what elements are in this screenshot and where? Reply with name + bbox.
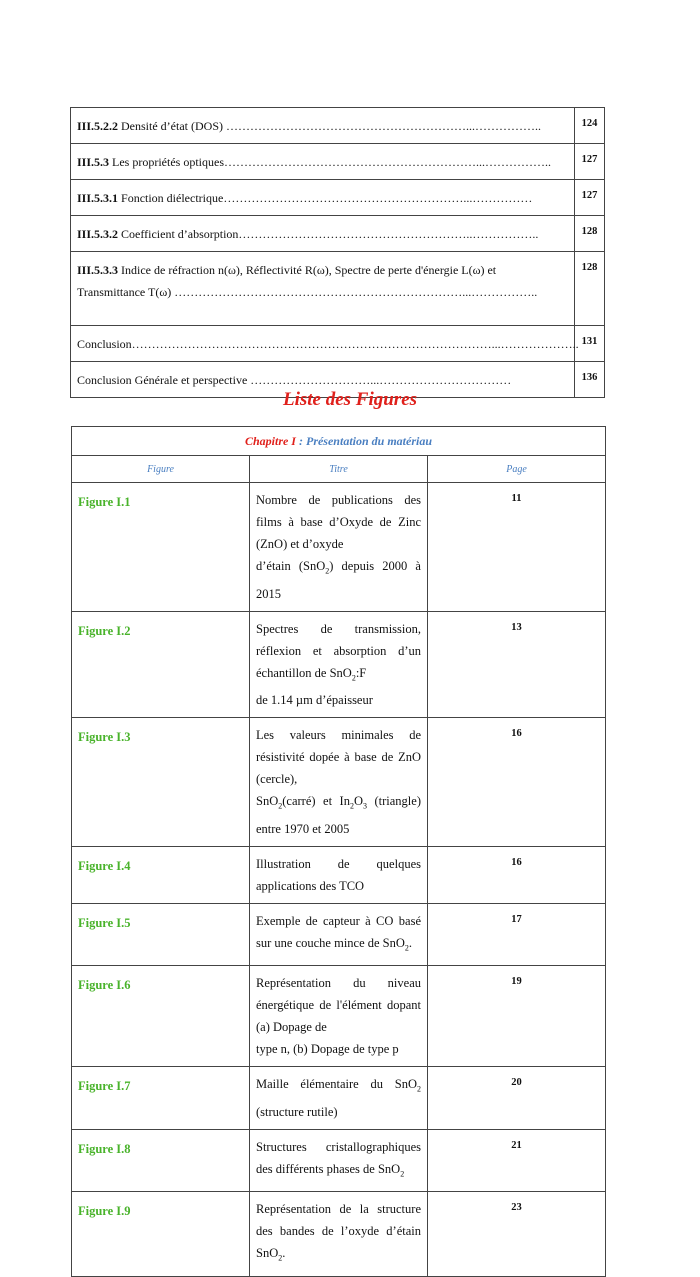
figure-title [250, 483, 428, 612]
toc-number: III.5.3.2 [77, 227, 119, 241]
subscript: 2 [417, 1084, 421, 1094]
chapter-title [72, 427, 606, 456]
table-row [72, 1067, 606, 1130]
figure-title-line: . [408, 935, 413, 950]
toc-row [71, 108, 605, 144]
chapter-row [72, 427, 606, 456]
column-header-figure: Figure [72, 456, 250, 483]
toc-text: Conclusion Générale et perspective …………………………...…………………………… [77, 373, 512, 387]
figure-title-line: Structures cristallographiques des différents phases de SnO [256, 1139, 421, 1176]
chapter-name: Présentation du matériau [305, 433, 433, 448]
figure-title-line: Les valeurs minimales de résistivité dopée à base de ZnO (cercle), [256, 728, 421, 786]
toc-text: Densité d’état (DOS) ……………………………………………………...…………….. [121, 119, 541, 133]
subscript: 2 [325, 566, 330, 576]
figure-label: Figure I.2 [72, 611, 250, 718]
toc-text: Transmittance T(ω) ………………………………………………………………...…………….. [77, 285, 538, 299]
subscript: 3 [362, 801, 367, 811]
figure-title-line: (triangle) entre 1970 et 2005 [256, 794, 421, 836]
toc-number: III.5.3.3 [77, 263, 119, 277]
toc-row [71, 180, 605, 216]
table-row [72, 846, 606, 903]
figure-title [250, 1067, 428, 1130]
toc-page: 131 [575, 326, 605, 362]
toc-entry [71, 326, 579, 362]
table-row [72, 1129, 606, 1192]
table-row [72, 611, 606, 718]
column-header-page: Page [428, 456, 606, 483]
figure-page: 11 [428, 483, 606, 612]
figure-title-line: . [282, 1246, 286, 1260]
subscript: 2 [351, 673, 356, 682]
figure-label: Figure I.5 [72, 903, 250, 966]
figure-title [250, 1129, 428, 1192]
figure-title-line: type n, (b) Dopage de type p [256, 1042, 399, 1056]
toc-page: 136 [575, 362, 605, 398]
toc-row [71, 144, 605, 180]
toc-text: Coefficient d’absorption…………………………………………………..…………….. [121, 227, 539, 241]
figure-page: 17 [428, 903, 606, 966]
table-row [72, 903, 606, 966]
figure-label: Figure I.3 [72, 718, 250, 847]
figure-page: 19 [428, 966, 606, 1067]
figure-page: 13 [428, 611, 606, 718]
figure-title [250, 966, 428, 1067]
figure-page: 21 [428, 1129, 606, 1192]
toc-row [71, 216, 605, 252]
toc-row [71, 252, 605, 326]
figure-title-line: (structure rutile) [256, 1104, 338, 1119]
figure-title [250, 718, 428, 847]
figure-title-line: Maille élémentaire du SnO [256, 1077, 417, 1091]
toc-text: Fonction diélectrique……………………………………………………...…………… [121, 191, 533, 205]
toc-text: Indice de réfraction n(ω), Réflectivité R(ω), Spectre de perte d'énergie L(ω) et [121, 263, 497, 277]
list-of-figures-heading: Liste des Figures [282, 389, 418, 410]
figure-title-line: Représentation de la structure des bandes de l’oxyde d’étain SnO [256, 1202, 421, 1260]
figure-title [250, 611, 428, 718]
figure-page: 23 [428, 1192, 606, 1277]
figure-title [250, 903, 428, 966]
figure-label: Figure I.7 [72, 1067, 250, 1130]
figure-title-line: (carré) et In [282, 794, 350, 808]
table-row [72, 1192, 606, 1277]
subscript: 2 [278, 1253, 283, 1263]
table-row [72, 483, 606, 612]
figure-title-line: Spectres de transmission, réflexion et absorption d’un échantillon de SnO [256, 621, 421, 680]
figure-label: Figure I.6 [72, 966, 250, 1067]
toc-number: III.5.3.1 [77, 191, 119, 205]
toc-page: 128 [575, 216, 605, 252]
figure-page: 16 [428, 846, 606, 903]
figure-title-line: d’étain (SnO [256, 559, 326, 573]
figure-page: 16 [428, 718, 606, 847]
figure-label: Figure I.8 [72, 1129, 250, 1192]
table-row [72, 966, 606, 1067]
toc-entry [71, 108, 575, 144]
figure-title [250, 1192, 428, 1277]
figure-label: Figure I.9 [72, 1192, 250, 1277]
toc-number: III.5.2.2 [77, 119, 119, 133]
toc-entry [71, 216, 575, 252]
figure-title-line: :F [355, 665, 367, 680]
table-row [72, 718, 606, 847]
toc-page: 127 [575, 180, 605, 216]
toc-entry [71, 144, 575, 180]
toc-page: 128 [575, 252, 605, 326]
toc-page: 127 [575, 144, 605, 180]
toc-text: Les propriétés optiques………………………………………………………...…………….. [112, 155, 551, 169]
subscript: 2 [278, 801, 283, 811]
toc-entry [71, 252, 575, 326]
subscript: 2 [404, 943, 409, 952]
figure-title-line: Représentation du niveau énergétique de l'élément dopant (a) Dopage de [256, 976, 421, 1034]
figure-title-line: Nombre de publications des films à base d’Oxyde de Zinc (ZnO) et d’oxyde [256, 493, 421, 551]
figure-label: Figure I.1 [72, 483, 250, 612]
toc-text: Conclusion………………………………………………………………………………...……………….. [77, 337, 579, 351]
toc-entry [71, 180, 575, 216]
subscript: 2 [349, 801, 354, 811]
figure-title-line: Exemple de capteur à CO basé sur une couche mince de SnO [256, 913, 421, 950]
toc-table [70, 107, 605, 398]
chapter-separator: : [295, 433, 306, 448]
chapter-label: Chapitre I [244, 433, 296, 448]
figure-title-line: O [353, 794, 363, 808]
toc-page: 124 [575, 108, 605, 144]
figure-title: Illustration de quelques applications des TCO [250, 846, 428, 903]
toc-row [71, 326, 605, 362]
column-header-row [72, 456, 606, 483]
toc-number: III.5.3 [77, 155, 110, 169]
figure-title-line: ) depuis 2000 à 2015 [256, 559, 421, 601]
figures-table [71, 426, 606, 1277]
figure-label: Figure I.4 [72, 846, 250, 903]
subscript: 2 [400, 1169, 405, 1178]
figure-page: 20 [428, 1067, 606, 1130]
figure-title-line: de 1.14 µm d’épaisseur [256, 693, 373, 707]
column-header-title: Titre [250, 456, 428, 483]
figure-title-line: SnO [256, 794, 279, 808]
